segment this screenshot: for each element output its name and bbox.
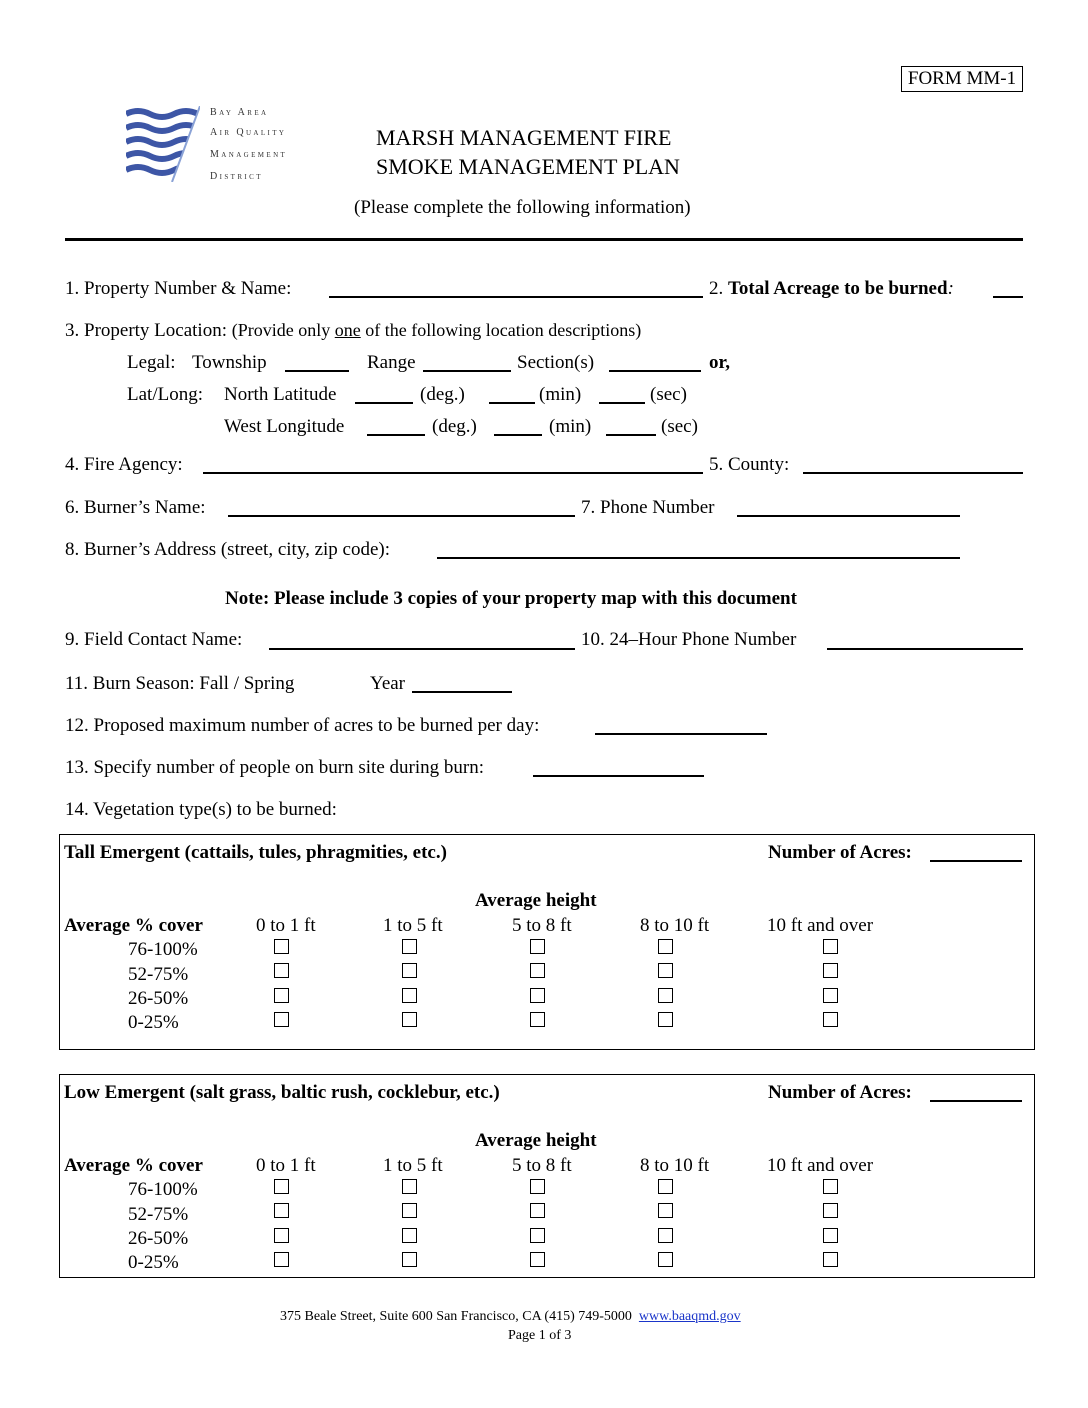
- checkbox[interactable]: [658, 939, 673, 954]
- checkbox[interactable]: [658, 1228, 673, 1243]
- max-acres-label: 12. Proposed maximum number of acres to be burned per day:: [65, 715, 540, 736]
- height-col-label: 5 to 8 ft: [512, 915, 572, 936]
- checkbox[interactable]: [823, 963, 838, 978]
- checkbox[interactable]: [274, 988, 289, 1003]
- 24hr-phone-field[interactable]: [827, 648, 1023, 650]
- total-acreage-number: 2.: [709, 278, 728, 299]
- max-acres-field[interactable]: [595, 733, 767, 735]
- form-id-label: FORM MM-1: [901, 66, 1023, 92]
- property-name-label: 1. Property Number & Name:: [65, 278, 292, 299]
- sections-label: Section(s): [517, 352, 595, 373]
- cover-row-label: 26-50%: [128, 1228, 189, 1249]
- location-note-start: (Provide only: [231, 320, 335, 340]
- height-col-label: 10 ft and over: [767, 1155, 874, 1176]
- west-long-min-field[interactable]: [494, 434, 542, 436]
- checkbox[interactable]: [274, 1203, 289, 1218]
- form-title-line2: SMOKE MANAGEMENT PLAN: [376, 154, 680, 179]
- total-acreage-field[interactable]: [993, 296, 1023, 298]
- checkbox[interactable]: [823, 1252, 838, 1267]
- checkbox[interactable]: [530, 1203, 545, 1218]
- checkbox[interactable]: [530, 1012, 545, 1027]
- average-cover-label: Average % cover: [64, 1155, 203, 1176]
- number-of-acres-field[interactable]: [930, 860, 1022, 862]
- township-field[interactable]: [285, 370, 349, 372]
- cover-row-label: 52-75%: [128, 1204, 189, 1225]
- sections-field[interactable]: [609, 370, 701, 372]
- checkbox[interactable]: [658, 1252, 673, 1267]
- low-emergent-table: [59, 1074, 1035, 1278]
- logo-text-line: Bay Area: [210, 107, 269, 118]
- checkbox[interactable]: [658, 1179, 673, 1194]
- checkbox[interactable]: [658, 963, 673, 978]
- header-divider: [65, 238, 1023, 241]
- average-height-label: Average height: [475, 1130, 597, 1151]
- veg-table-title: Tall Emergent (cattails, tules, phragmities, etc.): [64, 842, 447, 863]
- checkbox[interactable]: [402, 1203, 417, 1218]
- checkbox[interactable]: [402, 963, 417, 978]
- township-label: Township: [192, 352, 267, 373]
- number-of-acres-label: Number of Acres:: [768, 1082, 912, 1103]
- total-acreage-label: [709, 279, 954, 298]
- checkbox[interactable]: [823, 988, 838, 1003]
- burner-name-label: 6. Burner’s Name:: [65, 497, 206, 518]
- county-field[interactable]: [803, 472, 1023, 474]
- property-location-label: [65, 321, 641, 340]
- sec-label: (sec): [661, 416, 698, 437]
- range-label: Range: [367, 352, 416, 373]
- checkbox[interactable]: [530, 1179, 545, 1194]
- min-label: (min): [549, 416, 592, 437]
- footer-address: 375 Beale Street, Suite 600 San Francisco, CA (415) 749-5000: [280, 1309, 632, 1324]
- checkbox[interactable]: [530, 939, 545, 954]
- number-of-acres-label: Number of Acres:: [768, 842, 912, 863]
- fire-agency-field[interactable]: [203, 472, 703, 474]
- burner-address-field[interactable]: [437, 557, 960, 559]
- or-label: or,: [709, 352, 730, 373]
- checkbox[interactable]: [274, 963, 289, 978]
- cover-row-label: 52-75%: [128, 964, 189, 985]
- latlong-label: Lat/Long:: [127, 384, 203, 405]
- phone-number-field[interactable]: [737, 515, 960, 517]
- tall-emergent-table: [59, 834, 1035, 1050]
- north-lat-sec-field[interactable]: [599, 402, 645, 404]
- page-number: Page 1 of 3: [508, 1328, 572, 1343]
- height-col-label: 8 to 10 ft: [640, 1155, 710, 1176]
- burner-address-label: 8. Burner’s Address (street, city, zip code):: [65, 539, 391, 560]
- average-height-label: Average height: [475, 890, 597, 911]
- height-col-label: 0 to 1 ft: [256, 1155, 316, 1176]
- checkbox[interactable]: [530, 963, 545, 978]
- form-title-line1: MARSH MANAGEMENT FIRE: [376, 125, 672, 150]
- height-col-label: 8 to 10 ft: [640, 915, 710, 936]
- phone-number-label: 7. Phone Number: [581, 497, 715, 518]
- burner-name-field[interactable]: [228, 515, 575, 517]
- height-col-label: 1 to 5 ft: [383, 915, 443, 936]
- people-on-site-label: 13. Specify number of people on burn site during burn:: [65, 757, 484, 778]
- checkbox[interactable]: [402, 1252, 417, 1267]
- checkbox[interactable]: [402, 1228, 417, 1243]
- min-label: (min): [539, 384, 582, 405]
- height-col-label: 5 to 8 ft: [512, 1155, 572, 1176]
- cover-row-label: 26-50%: [128, 988, 189, 1009]
- logo-text-line: District: [210, 171, 263, 182]
- number-of-acres-field[interactable]: [930, 1100, 1022, 1102]
- total-acreage-text: Total Acreage to be burned: [728, 278, 948, 299]
- checkbox[interactable]: [402, 988, 417, 1003]
- checkbox[interactable]: [274, 939, 289, 954]
- checkbox[interactable]: [274, 1252, 289, 1267]
- veg-table-title: Low Emergent (salt grass, baltic rush, cocklebur, etc.): [64, 1082, 500, 1103]
- height-col-label: 0 to 1 ft: [256, 915, 316, 936]
- burn-season-label: 11. Burn Season: Fall / Spring: [65, 673, 295, 694]
- field-contact-label: 9. Field Contact Name:: [65, 629, 243, 650]
- cover-row-label: 76-100%: [128, 1179, 198, 1200]
- checkbox[interactable]: [823, 939, 838, 954]
- location-note-end: of the following location descriptions): [360, 320, 642, 340]
- cover-row-label: 0-25%: [128, 1012, 179, 1033]
- vegetation-type-label: 14. Vegetation type(s) to be burned:: [65, 799, 337, 820]
- property-location-title: 3. Property Location:: [65, 320, 227, 341]
- year-field[interactable]: [412, 691, 512, 693]
- property-map-note: Note: Please include 3 copies of your property map with this document: [225, 588, 797, 609]
- logo-text-line: Management: [210, 149, 288, 160]
- sec-label: (sec): [650, 384, 687, 405]
- field-contact-field[interactable]: [269, 648, 575, 650]
- north-latitude-label: North Latitude: [224, 384, 337, 405]
- checkbox[interactable]: [823, 1179, 838, 1194]
- checkbox[interactable]: [530, 1252, 545, 1267]
- checkbox[interactable]: [402, 1012, 417, 1027]
- checkbox[interactable]: [274, 1012, 289, 1027]
- district-logo: [126, 106, 200, 182]
- year-label: Year: [370, 673, 406, 694]
- total-acreage-colon: :: [947, 278, 954, 299]
- deg-label: (deg.): [432, 416, 477, 437]
- website-link[interactable]: www.baaqmd.gov: [638, 1309, 741, 1324]
- checkbox[interactable]: [823, 1203, 838, 1218]
- people-on-site-field[interactable]: [533, 775, 704, 777]
- checkbox[interactable]: [823, 1228, 838, 1243]
- footer-address-line: [280, 1310, 741, 1324]
- checkbox[interactable]: [402, 939, 417, 954]
- west-long-deg-field[interactable]: [367, 434, 425, 436]
- logo-text-line: Air Quality: [210, 127, 287, 138]
- checkbox[interactable]: [658, 988, 673, 1003]
- west-long-sec-field[interactable]: [606, 434, 656, 436]
- checkbox[interactable]: [274, 1228, 289, 1243]
- cover-row-label: 76-100%: [128, 939, 198, 960]
- west-longitude-label: West Longitude: [224, 416, 345, 437]
- 24hr-phone-label: 10. 24–Hour Phone Number: [581, 629, 797, 650]
- legal-label: Legal:: [127, 352, 176, 373]
- cover-row-label: 0-25%: [128, 1252, 179, 1273]
- fire-agency-label: 4. Fire Agency:: [65, 454, 183, 475]
- checkbox[interactable]: [658, 1203, 673, 1218]
- property-name-field[interactable]: [329, 296, 703, 298]
- checkbox[interactable]: [658, 1012, 673, 1027]
- north-lat-min-field[interactable]: [489, 402, 535, 404]
- form-instructions: (Please complete the following information): [354, 197, 691, 218]
- location-note-one: one: [334, 320, 361, 340]
- checkbox[interactable]: [402, 1179, 417, 1194]
- average-cover-label: Average % cover: [64, 915, 203, 936]
- deg-label: (deg.): [420, 384, 465, 405]
- checkbox[interactable]: [823, 1012, 838, 1027]
- range-field[interactable]: [423, 370, 511, 372]
- checkbox[interactable]: [530, 988, 545, 1003]
- height-col-label: 1 to 5 ft: [383, 1155, 443, 1176]
- north-lat-deg-field[interactable]: [355, 402, 413, 404]
- height-col-label: 10 ft and over: [767, 915, 874, 936]
- checkbox[interactable]: [274, 1179, 289, 1194]
- county-label: 5. County:: [709, 454, 790, 475]
- checkbox[interactable]: [530, 1228, 545, 1243]
